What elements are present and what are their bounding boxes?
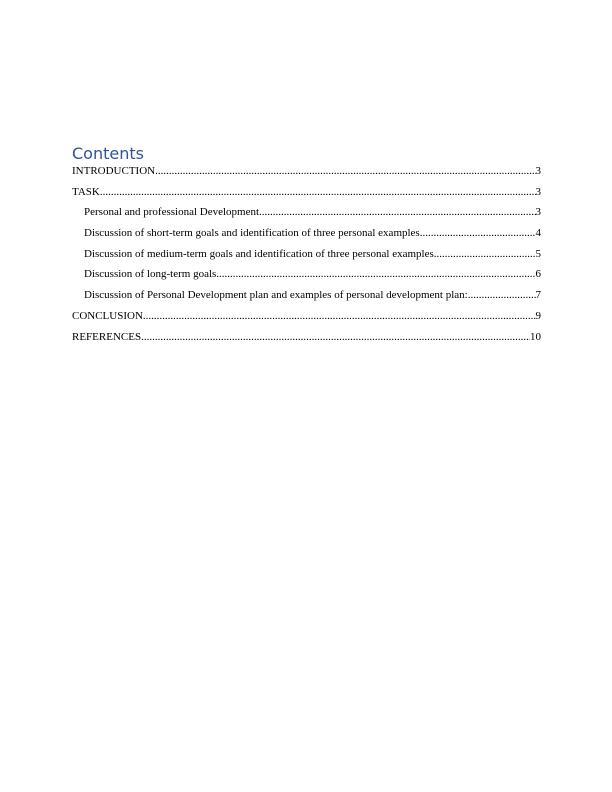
toc-dot-leader [259,206,535,218]
toc-entry-title: CONCLUSION [72,309,143,322]
toc-page-number: 10 [530,330,541,343]
toc-entry-title: Discussion of medium-term goals and identification of three personal examples [84,247,434,260]
toc-dot-leader [155,165,535,177]
toc-entry-title: Personal and professional Development [84,206,260,219]
toc-page-number: 4 [535,227,541,240]
toc-list [72,165,541,351]
toc-entry-personal-development-plan[interactable] [72,289,541,310]
toc-dot-leader [468,289,536,301]
toc-entry-title: REFERENCES [72,330,142,343]
toc-dot-leader [141,331,530,343]
toc-entry-title: INTRODUCTION [72,165,156,177]
toc-dot-leader [143,310,536,322]
toc-entry-title: Discussion of short-term goals and identification of three personal examples [84,227,420,240]
toc-entry-personal-professional-development[interactable] [72,206,541,227]
toc-heading: Contents [72,144,144,163]
toc-page-number: 3 [535,165,541,177]
toc-entry-medium-term-goals[interactable] [72,248,541,269]
toc-entry-long-term-goals[interactable] [72,268,541,289]
toc-page-number: 9 [535,309,541,322]
toc-page-number: 3 [535,185,541,198]
toc-page-number: 3 [535,206,541,219]
toc-entry-title: Discussion of Personal Development plan and examples of personal development plan: [84,289,468,302]
toc-page-number: 7 [535,289,541,302]
toc-entry-task[interactable] [72,186,541,207]
toc-entry-references[interactable] [72,331,541,352]
toc-entry-introduction[interactable] [72,165,541,186]
toc-dot-leader [434,248,536,260]
toc-entry-short-term-goals[interactable] [72,227,541,248]
toc-dot-leader [420,227,536,239]
table-of-contents [72,144,541,351]
toc-page-number: 6 [535,268,541,281]
toc-entry-title: Discussion of long-term goals [84,268,217,281]
toc-page-number: 5 [535,247,541,260]
toc-dot-leader [100,186,536,198]
toc-entry-title: TASK [72,185,100,198]
toc-dot-leader [216,268,535,280]
toc-entry-conclusion[interactable] [72,310,541,331]
